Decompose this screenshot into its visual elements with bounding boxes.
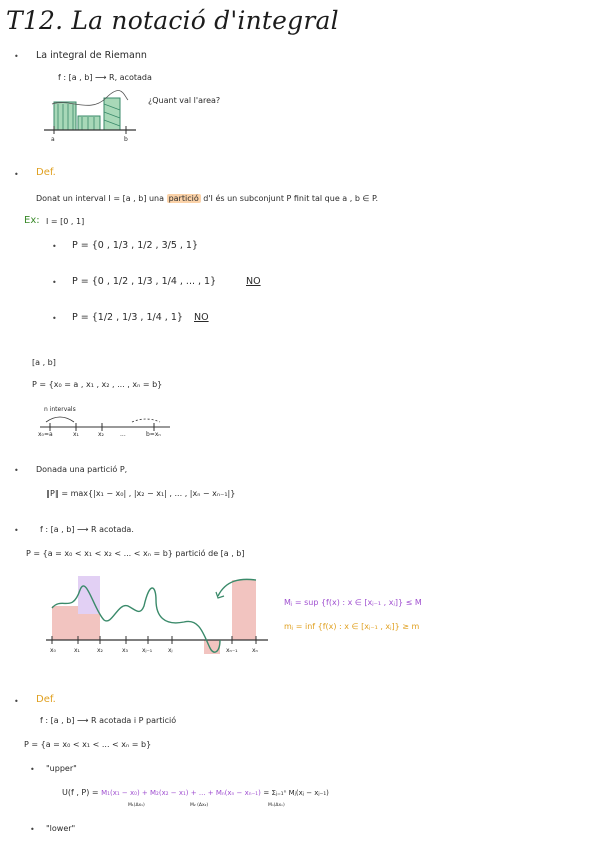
no-mark: NO: [194, 312, 209, 323]
def-text-after: d'I és un subconjunt P finit tal que a , b ∈ P.: [203, 194, 379, 203]
example-label: Ex:: [24, 215, 40, 226]
sup-definition: [284, 598, 422, 607]
function-map: f : [a , b] ⟶ R, acotada: [58, 73, 152, 82]
bullet: •: [52, 242, 57, 251]
axis-label: xⱼ₋₁: [142, 647, 153, 654]
lower-label: "lower": [46, 824, 76, 833]
def2-map: f : [a , b] ⟶ R acotada i P partició: [40, 716, 177, 725]
axis-label: xₙ₋₁: [226, 647, 238, 654]
example-row: P = {0 , 1/2 , 1/3 , 1/4 , ... , 1}: [72, 276, 217, 287]
inf-text: mⱼ = inf {f(x) : x ∈ [xⱼ₋₁ , xⱼ]} ≥ m: [284, 622, 420, 631]
section-heading: La integral de Riemann: [36, 50, 147, 61]
axis-label: xₙ: [252, 647, 258, 654]
bullet: •: [30, 825, 35, 834]
axis-point: b=xₙ: [146, 431, 161, 438]
def2-partition: P = {a = x₀ < x₁ < ... < xₙ = b}: [24, 740, 152, 749]
n-intervals-label: n intervals: [44, 406, 76, 413]
axis-point: x₂: [98, 431, 104, 438]
upper-sum: [62, 788, 329, 797]
area-question: ¿Quant val l'area?: [148, 96, 221, 105]
partition-statement: P = {a = x₀ < x₁ < x₂ < ... < xₙ = b} partició de [a , b]: [26, 549, 245, 558]
axis-label: x₁: [74, 647, 80, 654]
under-term: M₁(Δx₁): [128, 803, 145, 808]
function-map: f : [a , b] ⟶ R acotada.: [40, 525, 134, 534]
norm-heading: Donada una partició P,: [36, 465, 128, 474]
bullet: •: [52, 314, 57, 323]
def-text: [36, 194, 378, 203]
example-interval: I = [0 , 1]: [46, 217, 85, 226]
axis-label: x₃: [122, 647, 128, 654]
axis-point: x₁: [73, 431, 79, 438]
bullet: •: [14, 52, 19, 61]
label-b: b: [124, 136, 128, 143]
general-partition: P = {x₀ = a , x₁ , x₂ , ... , xₙ = b}: [32, 380, 163, 389]
axis-label: xⱼ: [168, 647, 173, 654]
def-label: Def.: [36, 694, 56, 705]
upper-label: "upper": [46, 764, 77, 773]
no-mark: NO: [246, 276, 261, 287]
example-row: P = {1/2 , 1/3 , 1/4 , 1}: [72, 312, 183, 323]
label-a: a: [51, 136, 55, 143]
page-title: T12. La notació d'integral: [6, 6, 339, 35]
bullet: •: [14, 697, 19, 706]
bullet: •: [14, 170, 19, 179]
bullet: •: [14, 466, 19, 475]
bullet: •: [30, 765, 35, 774]
axis-point: ...: [120, 431, 126, 438]
axis-label: x₂: [97, 647, 103, 654]
example-row: P = {0 , 1/3 , 1/2 , 3/5 , 1}: [72, 240, 199, 251]
sup-text: Mⱼ = sup {f(x) : x ∈ [xⱼ₋₁ , xⱼ]} ≤ M: [284, 598, 422, 607]
inf-definition: [284, 622, 419, 631]
under-term: M₂ (Δx₂): [190, 803, 209, 808]
norm-formula: ‖P‖ = max{|x₁ − x₀| , |x₂ − x₁| , ... , |xₙ − xₙ₋₁|}: [46, 489, 236, 498]
bullet: •: [14, 526, 19, 535]
axis-label: x₀: [50, 647, 56, 654]
def-text-before: Donat un interval I = [a , b] una: [36, 194, 165, 203]
sup-inf-graph: [44, 566, 274, 676]
under-term: Mₙ(Δxₙ): [268, 803, 285, 808]
upper-lhs: U(f , P) =: [62, 788, 99, 797]
upper-terms: M₁(x₁ − x₀) + M₂(x₂ − x₁) + ... + Mₙ(xₙ − xₙ₋₁): [101, 789, 261, 797]
def-highlight: partició: [168, 194, 199, 203]
def-label: Def.: [36, 167, 56, 178]
axis-point: x₀=a: [38, 431, 53, 438]
upper-rhs: = Σⱼ₌₁ⁿ Mⱼ(xⱼ − xⱼ₋₁): [263, 789, 329, 797]
general-interval: [a , b]: [32, 358, 56, 367]
bullet: •: [52, 278, 57, 287]
